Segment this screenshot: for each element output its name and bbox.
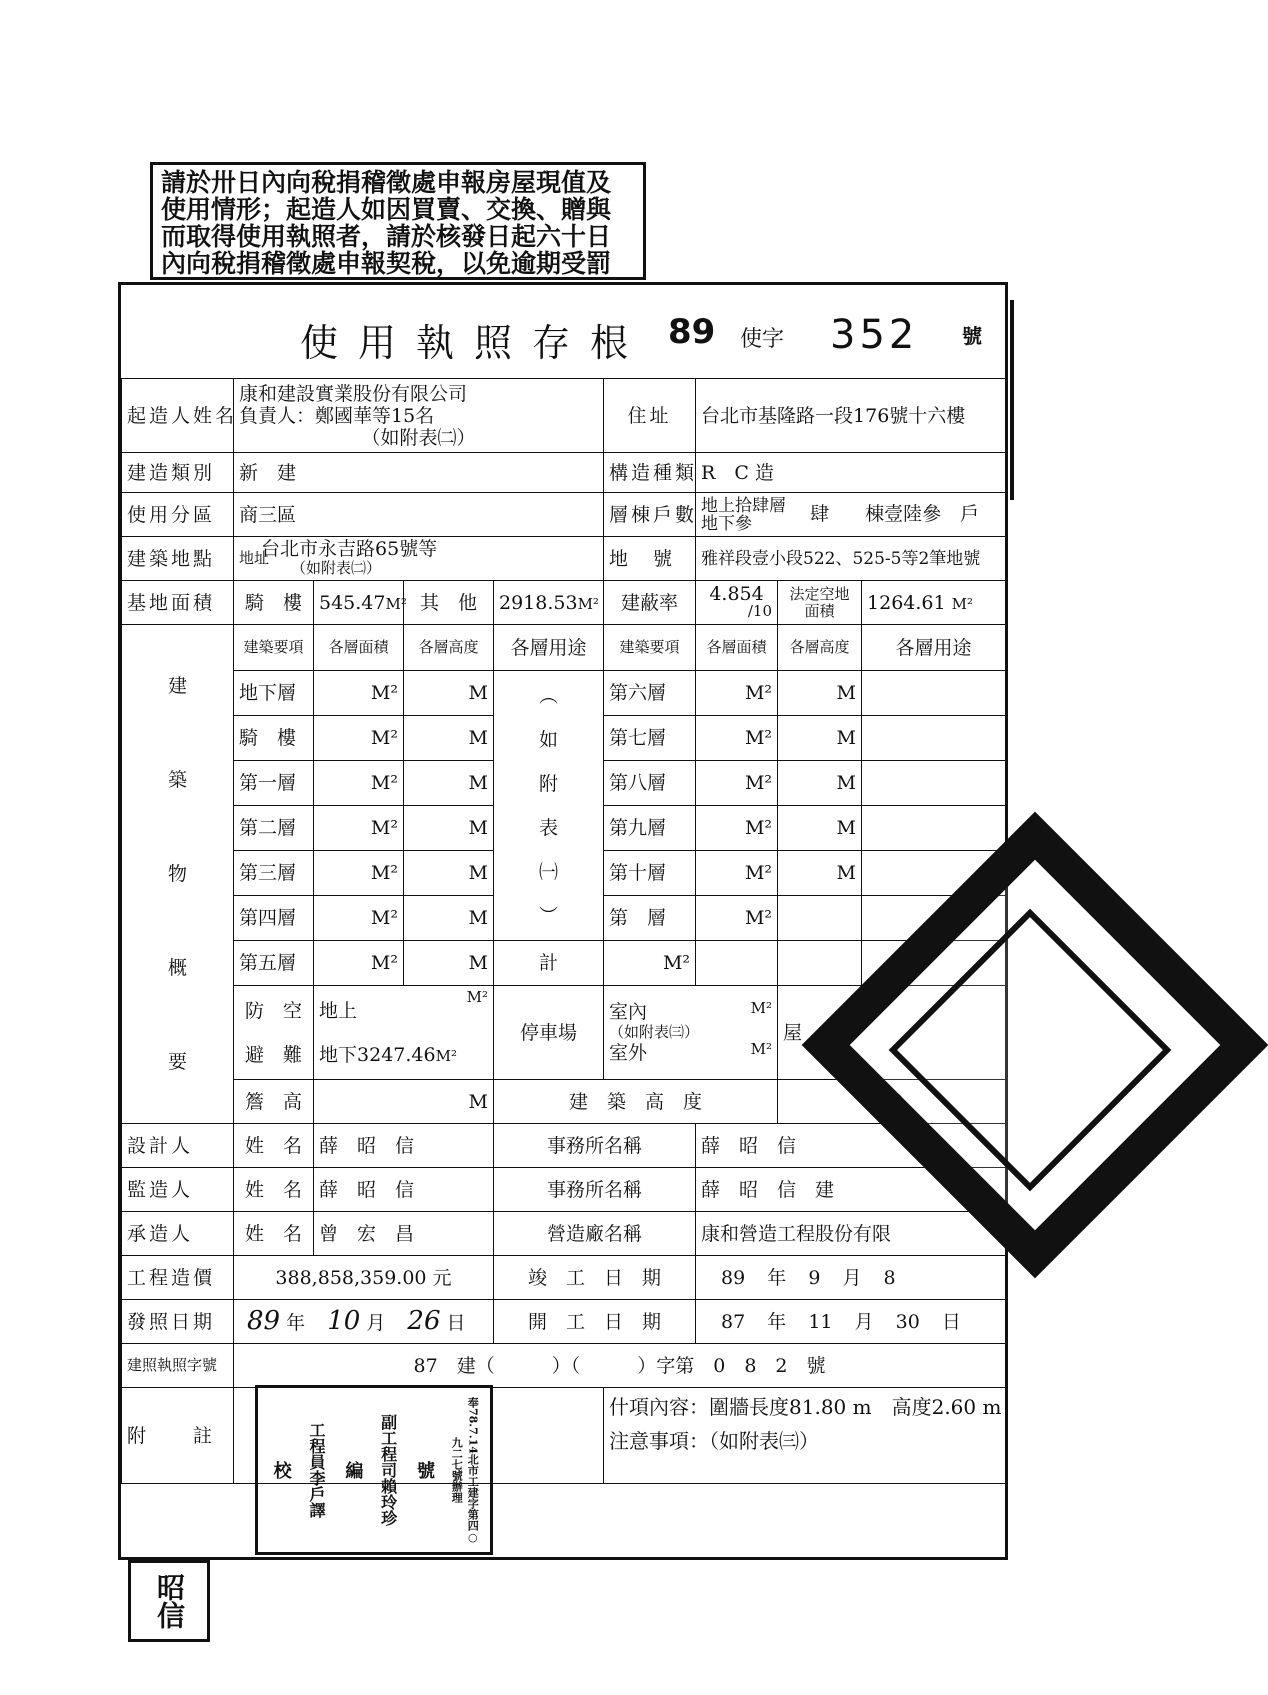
floor-right: 第 層 xyxy=(604,896,696,941)
loc-cell xyxy=(234,537,604,581)
done-date xyxy=(696,1256,1006,1300)
arcade-area: 545.47 xyxy=(319,591,386,614)
supervisor-name: 薛 昭 信 xyxy=(314,1168,494,1212)
arcade-cell xyxy=(314,581,407,625)
use-note-char: ㈠ xyxy=(539,860,559,883)
remarks-notes: 注意事項：（如附表㈢） xyxy=(609,1429,820,1453)
blank-cell xyxy=(696,941,778,986)
day-char: 日 xyxy=(446,1311,466,1334)
office-label: 營造廠名稱 xyxy=(494,1212,696,1256)
contractor-name: 曾 宏 昌 xyxy=(314,1212,494,1256)
start-day: 30 xyxy=(895,1310,920,1333)
name-label: 姓 名 xyxy=(234,1168,314,1212)
coverage-cell xyxy=(696,581,778,625)
unit-m2: M² xyxy=(314,896,404,941)
col-height-r: 各層高度 xyxy=(778,625,862,671)
unit-m2: M² xyxy=(466,987,488,1006)
use-note-char: ︶ xyxy=(539,904,559,927)
issue-label: 發照日期 xyxy=(122,1300,234,1344)
office-label: 事務所名稱 xyxy=(494,1168,696,1212)
loc-addr-note: （如附表㈡） xyxy=(291,559,382,577)
open-unit: M² xyxy=(951,594,974,613)
zone-label: 使用分區 xyxy=(122,493,234,537)
overview-side xyxy=(122,625,234,1124)
remarks-label: 附 註 xyxy=(122,1388,234,1484)
use-cell xyxy=(862,671,1006,716)
arcade-unit: M² xyxy=(385,594,407,613)
owner-addr: 台北市基隆路一段176號十六樓 xyxy=(696,379,1006,453)
tax-notice-box xyxy=(150,162,646,280)
cost: 388,858,359.00 元 xyxy=(234,1256,494,1300)
unit-m: M xyxy=(404,671,494,716)
shelter-label xyxy=(234,986,314,1080)
name-label: 姓 名 xyxy=(234,1212,314,1256)
year-char: 年 xyxy=(767,1310,787,1333)
permit-table xyxy=(121,378,1006,1484)
owner-cell xyxy=(234,379,604,453)
unit-m: M xyxy=(404,896,494,941)
shelter-below: 地下 xyxy=(319,1043,358,1066)
parking-label: 停車場 xyxy=(494,986,604,1080)
floors-below: 地下參 xyxy=(701,513,753,534)
shelter-label-1: 防 空 xyxy=(244,999,302,1022)
use-cell xyxy=(862,716,1006,761)
unit-m2: M² xyxy=(314,671,404,716)
owner-label: 起造人姓名 xyxy=(122,379,234,453)
year-char: 年 xyxy=(286,1311,306,1334)
col-area-r: 各層面積 xyxy=(696,625,778,671)
issue-date xyxy=(234,1300,494,1344)
remarks-items: 什項內容：圍牆長度81.80 m 高度2.60 m xyxy=(609,1395,1002,1419)
side-char: 概 xyxy=(167,957,187,979)
unit-m2: M² xyxy=(696,716,778,761)
issue-month: 10 xyxy=(327,1305,361,1336)
build-type: 新 建 xyxy=(234,453,604,493)
supervisor-office: 薛 昭 信 建 xyxy=(696,1168,1006,1212)
contractor-label: 承造人 xyxy=(122,1212,234,1256)
bheight: 49 xyxy=(778,1080,1006,1124)
loc-label: 建築地點 xyxy=(122,537,234,581)
day-char: 日 xyxy=(941,1310,961,1333)
seal-col: 副工程司賴玲珍 xyxy=(378,1414,398,1526)
remarks-cell xyxy=(604,1388,1006,1484)
other-cell xyxy=(494,581,604,625)
unit-m: M xyxy=(404,716,494,761)
notice-line: 內向稅捐稽徵處申報契稅，以免逾期受罰 xyxy=(161,249,612,278)
personal-seal xyxy=(128,1560,210,1642)
eave-unit: M xyxy=(314,1080,494,1124)
unit-m2: M² xyxy=(696,761,778,806)
notice-line: 而取得使用執照者，請於核發日起六十日 xyxy=(161,222,612,251)
floor-left: 第五層 xyxy=(234,941,314,986)
permit-number: 352 xyxy=(830,312,919,358)
lot-label: 地 號 xyxy=(604,537,696,581)
unit-m: M xyxy=(404,941,494,986)
permit-ref: 87 建（ ）（ ）字第 0 8 2 號 xyxy=(234,1344,1006,1388)
use-cell xyxy=(862,761,1006,806)
coverage-label: 建蔽率 xyxy=(604,581,696,625)
unit-m2: M² xyxy=(604,941,696,986)
floor-right: 第九層 xyxy=(604,806,696,851)
floor-right-total: 計 xyxy=(494,941,604,986)
unit-m2: M² xyxy=(750,999,773,1017)
lot: 雅祥段壹小段522、525-5等2筆地號 xyxy=(696,537,1006,581)
col-height: 各層高度 xyxy=(404,625,494,671)
unit-m: M xyxy=(778,806,862,851)
unit-m2: M² xyxy=(314,941,404,986)
unit-m: M xyxy=(404,851,494,896)
coverage-den: /10 xyxy=(747,602,773,620)
floors-cell xyxy=(696,493,1006,537)
col-area: 各層面積 xyxy=(314,625,404,671)
cost-label: 工程造價 xyxy=(122,1256,234,1300)
floor-left: 第四層 xyxy=(234,896,314,941)
parking-note: （如附表㈢） xyxy=(609,1023,700,1041)
owner-rep: 負責人：鄭國華等15名 xyxy=(239,404,435,427)
floor-right: 第六層 xyxy=(604,671,696,716)
seal-col: 編 xyxy=(342,1461,364,1479)
col-use: 各層用途 xyxy=(494,625,604,671)
use-note-char: ︵ xyxy=(539,684,559,707)
start-year: 87 xyxy=(721,1310,746,1333)
unit-m: M xyxy=(778,716,862,761)
permit-char: 使字 xyxy=(740,327,785,352)
addr-label: 住址 xyxy=(604,379,696,453)
unit-m: M xyxy=(404,761,494,806)
permit-label: 建照執照字號 xyxy=(122,1344,234,1388)
other-unit: M² xyxy=(577,594,599,613)
floor-left: 第二層 xyxy=(234,806,314,851)
owner-name: 康和建設實業股份有限公司 xyxy=(239,382,468,405)
struct-type: R C 造 xyxy=(696,453,1006,493)
parking-values xyxy=(604,986,778,1080)
floors-above: 地上拾肆層 xyxy=(701,495,787,516)
start-label: 開 工 日 期 xyxy=(494,1300,696,1344)
unit-m: M xyxy=(778,671,862,716)
permit-year: 89 xyxy=(668,312,716,352)
use-note-char: 如 xyxy=(539,728,559,751)
floor-left: 第一層 xyxy=(234,761,314,806)
floor-left: 騎 樓 xyxy=(234,716,314,761)
use-note xyxy=(494,671,604,941)
name-label: 姓 名 xyxy=(234,1124,314,1168)
approval-seal-strip xyxy=(255,1385,493,1555)
supervisor-label: 監造人 xyxy=(122,1168,234,1212)
use-cell xyxy=(778,941,862,986)
open-label: 法定空地面積 xyxy=(778,581,862,625)
start-date xyxy=(696,1300,1006,1344)
designer-name: 薛 昭 信 xyxy=(314,1124,494,1168)
unit-m2: M² xyxy=(696,671,778,716)
seal-col: 工程員李戶譯 xyxy=(306,1422,326,1518)
parking-in: 室內 xyxy=(609,1001,648,1023)
shelter-label-2: 避 難 xyxy=(244,1043,302,1066)
open-area: 1264.61 xyxy=(867,591,946,614)
month-char: 月 xyxy=(366,1311,386,1334)
shelter-values xyxy=(314,986,494,1080)
unit-m2: M² xyxy=(696,896,778,941)
units-count: 棟壹陸參 戶 xyxy=(865,502,980,525)
unit-m: M xyxy=(778,851,862,896)
unit-m: M xyxy=(404,806,494,851)
unit-m: M xyxy=(778,761,862,806)
coverage-value: 4.854 xyxy=(709,583,764,605)
floor-right: 第十層 xyxy=(604,851,696,896)
blank-cell xyxy=(778,896,862,941)
unit-m2: M² xyxy=(435,1046,457,1065)
owner-note: （如附表㈡） xyxy=(361,426,476,449)
unit-m2: M² xyxy=(696,806,778,851)
permit-hao: 號 xyxy=(962,324,982,348)
loc-addr: 台北市永吉路65號等 xyxy=(261,538,438,560)
use-cell xyxy=(862,806,1006,851)
done-day: 8 xyxy=(883,1266,896,1289)
area-label: 基地面積 xyxy=(122,581,234,625)
unit-m2: M² xyxy=(696,851,778,896)
done-label: 竣 工 日 期 xyxy=(494,1256,696,1300)
roof-label: 屋 xyxy=(783,1021,803,1044)
struct-label: 構造種類 xyxy=(604,453,696,493)
buildings-count: 肆 xyxy=(810,502,830,525)
unit-m2: M² xyxy=(314,851,404,896)
use-note-char: 表 xyxy=(539,816,559,839)
right-edge-marks xyxy=(1010,300,1054,500)
loc-addr-tag: 地址 xyxy=(239,549,270,567)
floors-label: 層棟戶數 xyxy=(604,493,696,537)
start-month: 11 xyxy=(808,1310,833,1333)
floor-left: 地下層 xyxy=(234,671,314,716)
seal-col: 號 xyxy=(413,1461,435,1479)
notice-line: 請於卅日內向稅捐稽徵處申報房屋現值及 xyxy=(161,168,612,197)
other-label: 其 他 xyxy=(404,581,494,625)
eave-label: 簷 高 xyxy=(234,1080,314,1124)
side-char: 要 xyxy=(167,1051,187,1073)
notice-line: 使用情形；起造人如因買賣、交換、贈與 xyxy=(161,195,612,224)
contractor-office: 康和營造工程股份有限 xyxy=(696,1212,1006,1256)
col-use-r: 各層用途 xyxy=(862,625,1006,671)
seal-col: 校 xyxy=(270,1461,292,1479)
office-label: 事務所名稱 xyxy=(494,1124,696,1168)
build-type-label: 建造類別 xyxy=(122,453,234,493)
col-item: 建築要項 xyxy=(234,625,314,671)
issue-day: 26 xyxy=(407,1305,441,1336)
floor-right: 第八層 xyxy=(604,761,696,806)
done-month: 9 xyxy=(808,1266,821,1289)
zone: 商三區 xyxy=(234,493,604,537)
done-year: 89 xyxy=(721,1266,746,1289)
shelter-below-val: 3247.46 xyxy=(357,1043,436,1066)
page-title: 使用執照存根 xyxy=(300,321,649,365)
unit-m2: M² xyxy=(750,1040,773,1058)
seal-col: 奉78.7.14北市工建字第四○九二七號辦理 xyxy=(450,1396,480,1544)
side-char: 建 xyxy=(167,675,187,697)
personal-seal-text: 昭信 xyxy=(153,1573,186,1629)
shelter-above: 地上 xyxy=(319,999,358,1022)
unit-m2: M² xyxy=(314,806,404,851)
floor-right: 第七層 xyxy=(604,716,696,761)
side-char: 物 xyxy=(167,863,187,885)
designer-label: 設計人 xyxy=(122,1124,234,1168)
col-item-r: 建築要項 xyxy=(604,625,696,671)
use-note-char: 附 xyxy=(539,772,559,795)
arcade-label: 騎 樓 xyxy=(234,581,314,625)
designer-office: 薛 昭 信 xyxy=(696,1124,1006,1168)
floor-left: 第三層 xyxy=(234,851,314,896)
unit-m2: M² xyxy=(314,716,404,761)
bheight-label: 建 築 高 度 xyxy=(494,1080,778,1124)
open-cell xyxy=(862,581,1006,625)
month-char: 月 xyxy=(842,1266,862,1289)
parking-out: 室外 xyxy=(609,1042,648,1064)
side-char: 築 xyxy=(167,769,187,791)
unit-m2: M² xyxy=(314,761,404,806)
other-area: 2918.53 xyxy=(499,591,578,614)
year-char: 年 xyxy=(767,1266,787,1289)
issue-year: 89 xyxy=(247,1305,281,1336)
month-char: 月 xyxy=(854,1310,874,1333)
